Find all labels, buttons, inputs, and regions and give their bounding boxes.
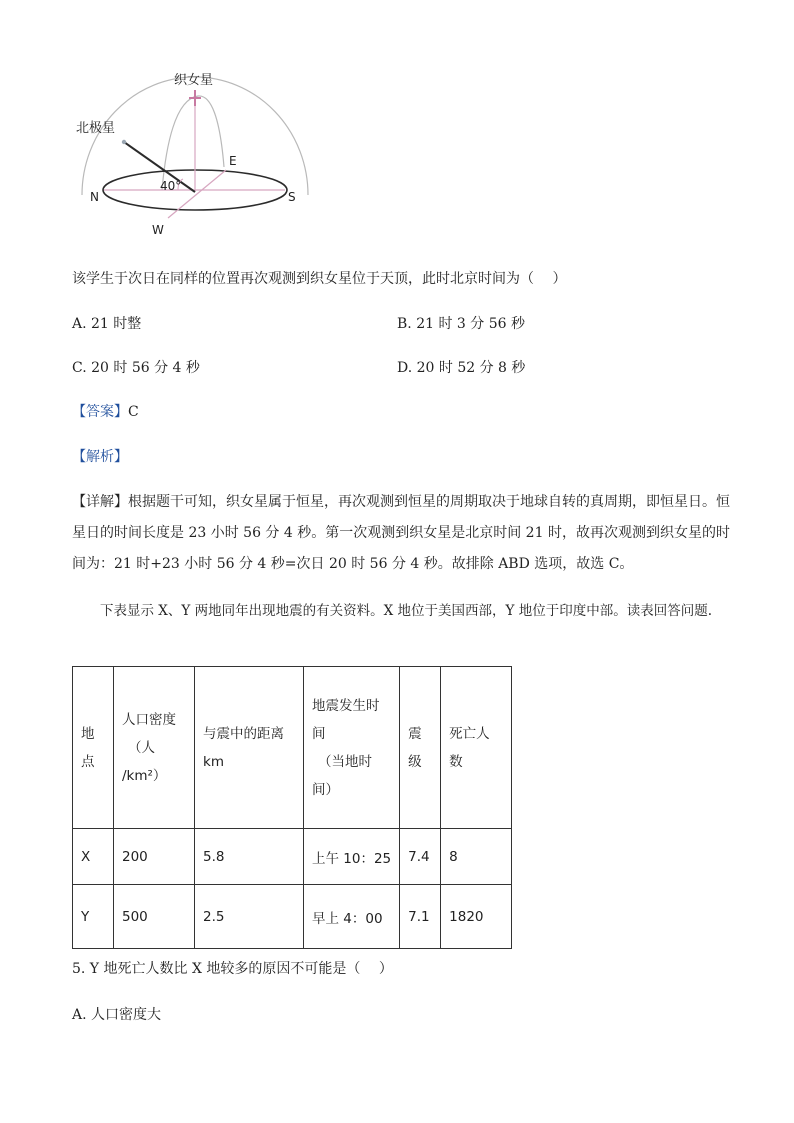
q5-stem: 5. Y 地死亡人数比 X 地较多的原因不可能是（ ） xyxy=(72,961,393,977)
detail-paragraph xyxy=(72,487,732,580)
table-intro: 下表显示 X、Y 两地同年出现地震的有关资料。X 地位于美国西部，Y 地位于印度中部。读表回答问题. xyxy=(100,603,713,619)
east-label: E xyxy=(229,154,237,168)
answer-tag: 【答案】 xyxy=(72,404,128,420)
q4-option-c: C. 20 时 56 分 4 秒 xyxy=(72,360,200,376)
earthquake-table xyxy=(72,666,512,949)
q4-option-d: D. 20 时 52 分 8 秒 xyxy=(397,360,526,376)
header-deaths: 死亡人 数 xyxy=(441,667,512,829)
answer-value: C xyxy=(128,404,139,420)
table-row: Y 500 2.5 早上 4：00 7.1 1820 xyxy=(73,885,512,949)
header-place: 地 点 xyxy=(73,667,114,829)
detail-tag: 【详解】 xyxy=(72,494,128,510)
polaris-dot xyxy=(122,140,126,144)
q5-option-a: A. 人口密度大 xyxy=(72,1007,162,1023)
polaris-label: 北极星 xyxy=(76,121,116,136)
header-density: 人口密度 （人 /km²） xyxy=(114,667,195,829)
header-magnitude: 震 级 xyxy=(400,667,441,829)
table-header-row xyxy=(73,667,512,829)
header-time: 地震发生时 间 （当地时 间） xyxy=(304,667,400,829)
q4-option-a: A. 21 时整 xyxy=(72,316,142,332)
header-distance: 与震中的距离 km xyxy=(195,667,304,829)
angle-label: 40° xyxy=(160,179,182,193)
west-label: W xyxy=(152,223,164,237)
detail-text: 根据题干可知，织女星属于恒星，再次观测到恒星的周期取决于地球自转的真周期，即恒星日。恒星日的时间长度是 23 小时 56 分 4 秒。第一次观测到织女星是北京时间 21 时，故再次观测到织女星的时间为：21 时+23 小时 56 分 4 秒=次日 20 时 56 分 4 秒。故排除 ABD 选项，故选 C。 xyxy=(72,494,730,572)
ew-line xyxy=(168,170,226,218)
celestial-sphere-diagram xyxy=(70,62,320,242)
answer-line xyxy=(72,401,139,421)
north-label: N xyxy=(90,190,99,204)
south-label: S xyxy=(288,190,296,204)
vega-label: 织女星 xyxy=(174,73,214,88)
analysis-tag: 【解析】 xyxy=(72,449,128,465)
table-row: X 200 5.8 上午 10：25 7.4 8 xyxy=(73,829,512,885)
q4-stem: 该学生于次日在同样的位置再次观测到织女星位于天顶，此时北京时间为（ ） xyxy=(72,271,567,287)
q4-option-b: B. 21 时 3 分 56 秒 xyxy=(397,316,525,332)
